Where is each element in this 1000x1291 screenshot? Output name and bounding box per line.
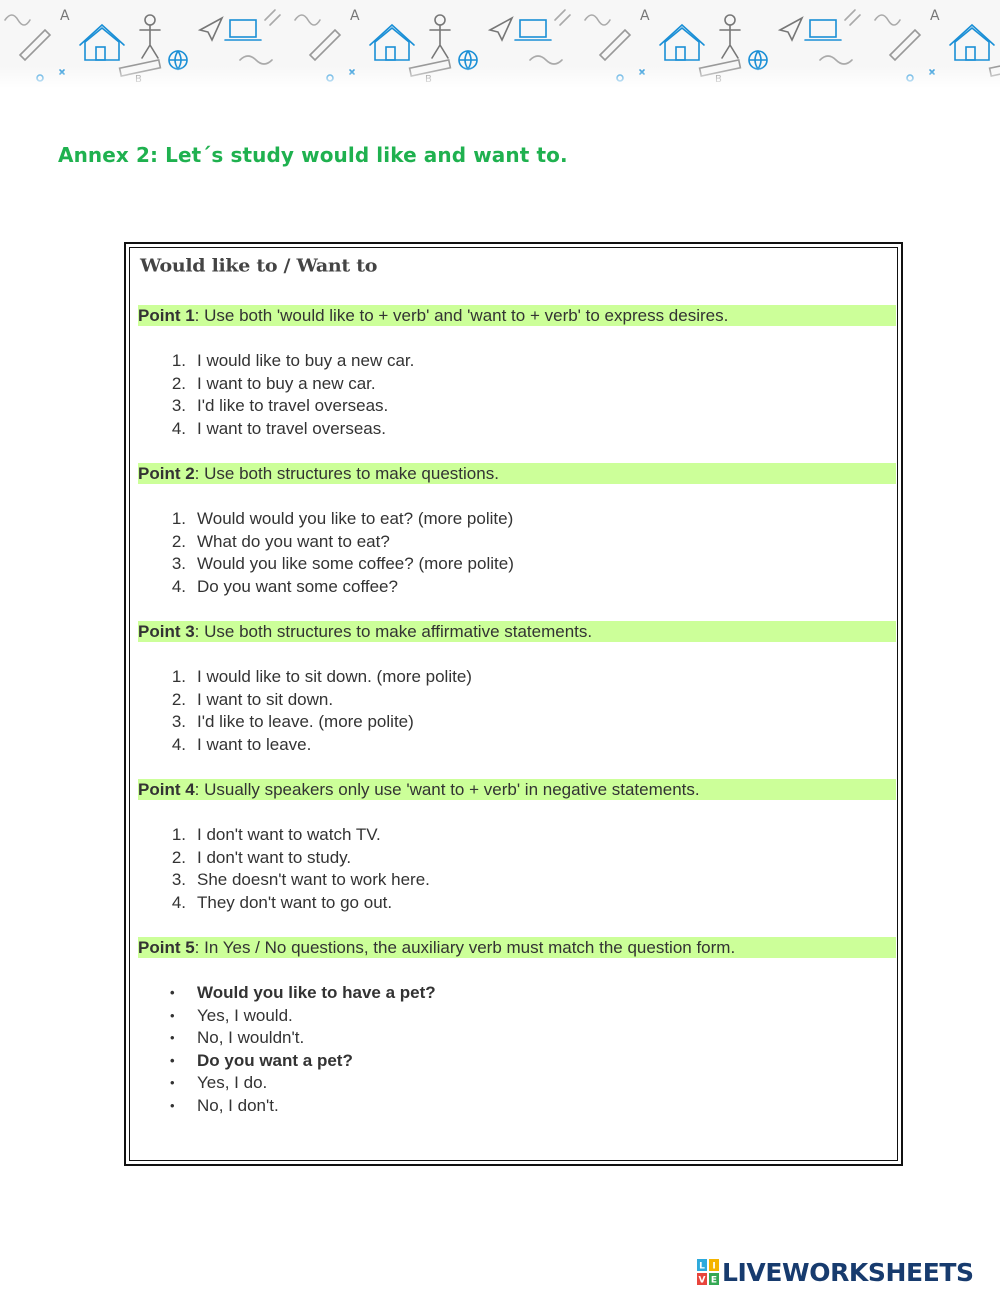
list-item: • Yes, I do. xyxy=(170,1073,268,1093)
list-item: 1. I would like to sit down. (more polite) xyxy=(171,667,472,686)
list-item: 2. What do you want to eat? xyxy=(171,531,390,551)
point-3-examples xyxy=(170,666,472,756)
list-item: 3. I'd like to travel overseas. xyxy=(171,396,389,416)
header-doodle-banner xyxy=(0,0,1000,88)
point-2-highlight xyxy=(138,463,896,484)
point-label: Point 4 xyxy=(138,780,195,799)
school-doodle-pattern xyxy=(0,0,1000,88)
liveworksheets-logo[interactable] xyxy=(697,1257,974,1287)
point-label: Point 1 xyxy=(138,306,195,325)
point-label: Point 3 xyxy=(138,622,195,641)
list-item: 1. Would would you like to eat? (more polite) xyxy=(171,509,514,528)
point-5-highlight xyxy=(138,937,896,958)
point-text: : In Yes / No questions, the auxiliary verb must match the question form. xyxy=(194,938,736,957)
point-5-examples xyxy=(170,982,436,1118)
logo-mark-letter: I xyxy=(712,1261,716,1272)
point-text: : Use both 'would like to + verb' and 'want to + verb' to express desires. xyxy=(194,306,729,325)
list-item: 4. Do you want some coffee? xyxy=(171,576,398,596)
list-item: 4. They don't want to go out. xyxy=(171,892,393,912)
point-1-highlight xyxy=(138,305,896,326)
point-text: : Use both structures to make questions. xyxy=(194,464,499,483)
logo-mark-letter: L xyxy=(699,1261,705,1272)
list-item: 3. Would you like some coffee? (more polite) xyxy=(171,554,514,574)
list-item: 2. I don't want to study. xyxy=(171,847,352,867)
list-item: • No, I wouldn't. xyxy=(170,1028,305,1048)
list-item: 2. I want to sit down. xyxy=(171,689,334,709)
logo-mark-letter: E xyxy=(710,1275,718,1285)
list-item: 3. I'd like to leave. (more polite) xyxy=(171,712,414,732)
point-text: : Usually speakers only use 'want to + verb' in negative statements. xyxy=(194,780,700,799)
box-title: Would like to / Want to xyxy=(140,255,378,277)
logo-text: LIVEWORKSHEETS xyxy=(722,1257,974,1287)
point-4-highlight xyxy=(138,779,896,800)
grammar-box-inner-border xyxy=(129,247,898,1161)
point-label: Point 2 xyxy=(138,464,195,483)
list-item: • Would you like to have a pet? xyxy=(170,983,436,1002)
grammar-box xyxy=(124,242,903,1166)
point-label: Point 5 xyxy=(138,938,195,957)
list-item: 4. I want to travel overseas. xyxy=(171,418,386,438)
point-1-examples xyxy=(170,350,414,440)
list-item: 3. She doesn't want to work here. xyxy=(171,870,430,890)
list-item: 1. I don't want to watch TV. xyxy=(171,825,381,844)
list-item: • Yes, I would. xyxy=(170,1005,293,1025)
point-4-examples xyxy=(170,824,430,914)
liveworksheets-logo-icon xyxy=(697,1259,719,1285)
point-3-highlight xyxy=(138,621,896,642)
point-text: : Use both structures to make affirmative statements. xyxy=(194,622,593,641)
list-item: 2. I want to buy a new car. xyxy=(171,373,376,393)
list-item: • No, I don't. xyxy=(170,1095,279,1115)
logo-mark-letter: V xyxy=(698,1275,706,1285)
list-item: • Do you want a pet? xyxy=(170,1050,353,1070)
point-2-examples xyxy=(170,508,514,598)
list-item: 4. I want to leave. xyxy=(171,734,312,754)
list-item: 1. I would like to buy a new car. xyxy=(171,351,415,370)
annex-title: Annex 2: Let´s study would like and want to. xyxy=(58,143,568,167)
